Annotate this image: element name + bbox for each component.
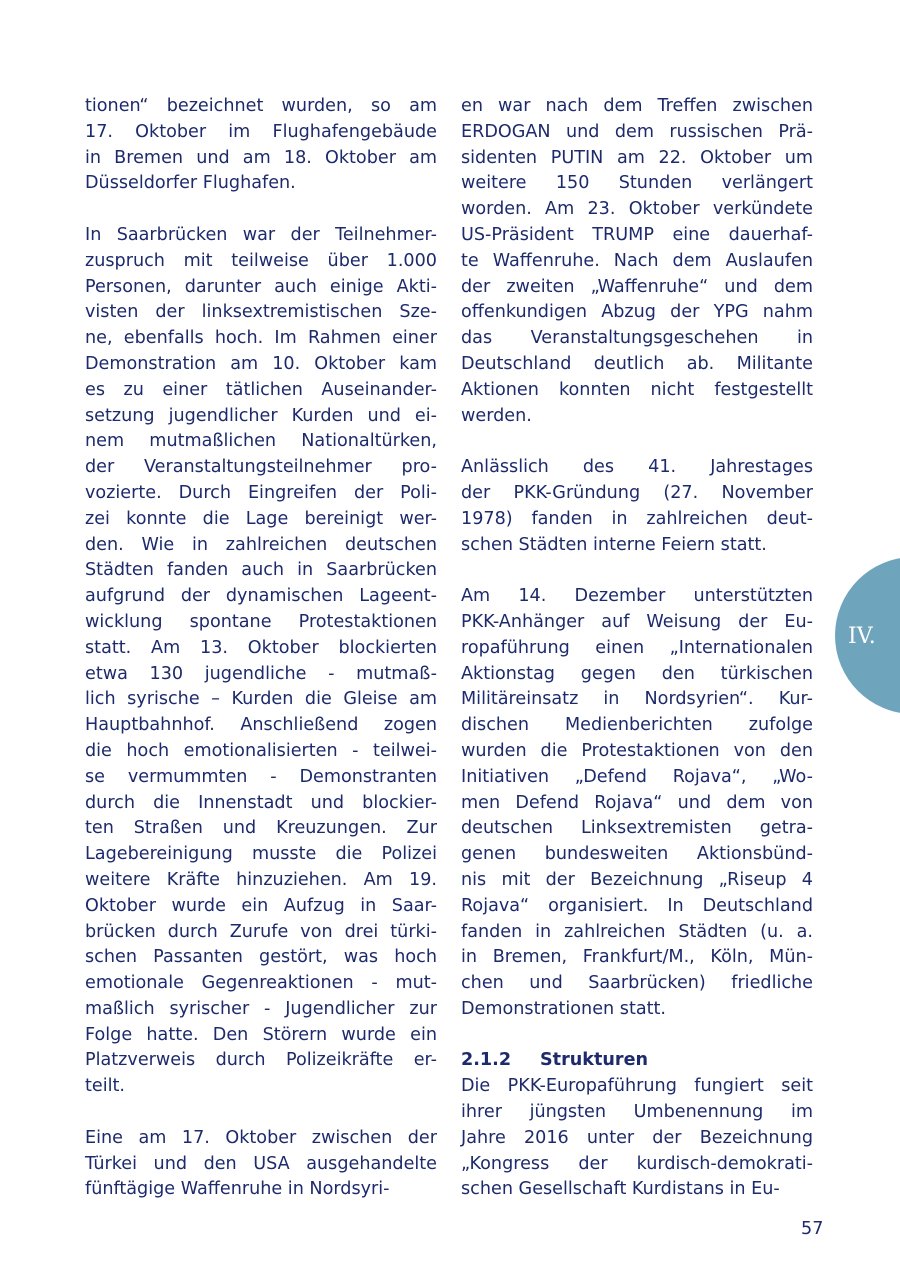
text-line: brücken durch Zurufe von drei türki- xyxy=(85,921,437,942)
text-line: 17. Oktober im Flughafengebäude xyxy=(85,121,437,142)
text-line: weitere 150 Stunden verlängert xyxy=(461,173,813,194)
text-line: durch die Innenstadt und blockier- xyxy=(85,792,437,813)
text-line: ERDOGAN und dem russischen Prä- xyxy=(461,121,813,142)
section-title: Strukturen xyxy=(540,1050,649,1071)
text-line: tionen“ bezeichnet wurden, so am xyxy=(85,96,437,116)
text-line: Deutschland deutlich ab. Militante xyxy=(461,353,813,374)
text-line: setzung jugendlicher Kurden und ei- xyxy=(85,405,437,426)
text-line: statt. Am 13. Oktober blockierten xyxy=(85,637,437,658)
paragraph xyxy=(461,584,813,1023)
text-line: Türkei und den USA ausgehandelte xyxy=(85,1153,437,1174)
text-line: lich syrische – Kurden die Gleise am xyxy=(85,689,437,710)
text-line: visten der linksextremistischen Sze- xyxy=(85,302,437,323)
text-line: ihrer jüngsten Umbenennung im xyxy=(461,1102,813,1123)
text-line: nis mit der Bezeichnung „Riseup 4 xyxy=(461,869,813,890)
text-line: se vermummten - Demonstranten xyxy=(85,766,437,787)
left-column xyxy=(85,94,437,1229)
text-line: Jahre 2016 unter der Bezeichnung xyxy=(461,1127,813,1148)
text-line: wurden die Protestaktionen von den xyxy=(461,740,813,761)
text-line: US-Präsident TRUMP eine dauerhaf- xyxy=(461,224,813,245)
text-line: Die PKK-Europaführung fungiert seit xyxy=(461,1076,813,1097)
text-line: Oktober wurde ein Aufzug in Saar- xyxy=(85,895,437,916)
text-line: Rojava“ organisiert. In Deutschland xyxy=(461,895,813,916)
text-line: zuspruch mit teilweise über 1.000 xyxy=(85,250,437,271)
text-line: deutschen Linksextremisten getra- xyxy=(461,818,813,839)
text-line: Städten fanden auch in Saarbrücken xyxy=(85,560,437,581)
text-line: es zu einer tätlichen Auseinander- xyxy=(85,379,437,400)
paragraph xyxy=(85,223,437,1100)
text-line: „Kongress der kurdisch-demokrati- xyxy=(461,1153,813,1174)
text-line: der PKK-Gründung (27. November xyxy=(461,482,813,503)
text-line: genen bundesweiten Aktionsbünd- xyxy=(461,844,813,865)
text-line: zei konnte die Lage bereinigt wer- xyxy=(85,508,437,529)
text-line: Aktionstag gegen den türkischen xyxy=(461,663,813,684)
text-line: die hoch emotionalisierten - teilwei- xyxy=(85,740,437,761)
text-line: nem mutmaßlichen Nationaltürken, xyxy=(85,431,437,452)
text-line: dischen Medienberichten zufolge xyxy=(461,715,813,736)
text-line: Aktionen konnten nicht festgestellt xyxy=(461,379,813,400)
paragraph xyxy=(461,1074,813,1203)
text-line: chen und Saarbrücken) friedliche xyxy=(461,973,813,994)
text-line: ten Straßen und Kreuzungen. Zur xyxy=(85,818,437,839)
text-line: Initiativen „Defend Rojava“, „Wo- xyxy=(461,766,813,787)
text-line: fünftägige Waffenruhe in Nordsyri- xyxy=(85,1179,390,1200)
text-line: emotionale Gegenreaktionen - mut- xyxy=(85,973,437,994)
text-line: Demonstrationen statt. xyxy=(461,998,667,1019)
text-line: der zweiten „Waffenruhe“ und dem xyxy=(461,276,813,297)
text-line: In Saarbrücken war der Teilnehmer- xyxy=(85,224,437,245)
text-line: Demonstration am 10. Oktober kam xyxy=(85,353,437,374)
text-line: Personen, darunter auch einige Akti- xyxy=(85,276,437,297)
section-number: 2.1.2 xyxy=(461,1050,512,1071)
text-line: maßlich syrischer - Jugendlicher zur xyxy=(85,998,437,1019)
text-line: Platzverweis durch Polizeikräfte er- xyxy=(85,1050,437,1071)
text-line: Folge hatte. Den Störern wurde ein xyxy=(85,1024,437,1045)
text-line: schen Gesellschaft Kurdistans in Eu- xyxy=(461,1179,780,1200)
text-line: schen Städten interne Feiern statt. xyxy=(461,534,767,555)
chapter-tab-label: IV. xyxy=(848,624,876,649)
text-line: Düsseldorfer Flughafen. xyxy=(85,173,296,194)
text-line: men Defend Rojava“ und dem von xyxy=(461,792,813,813)
text-line: aufgrund der dynamischen Lageent- xyxy=(85,586,437,607)
text-line: Hauptbahnhof. Anschließend zogen xyxy=(85,715,437,736)
text-line: wicklung spontane Protestaktionen xyxy=(85,611,437,632)
paragraph xyxy=(85,94,437,197)
text-line: ropaführung einen „Internationalen xyxy=(461,637,813,658)
text-line: ne, ebenfalls hoch. Im Rahmen einer xyxy=(85,328,437,349)
text-line: 1978) fanden in zahlreichen deut- xyxy=(461,508,813,529)
text-line: worden. Am 23. Oktober verkündete xyxy=(461,199,813,220)
text-line: Lagebereinigung musste die Polizei xyxy=(85,844,437,865)
text-line: teilt. xyxy=(85,1076,125,1097)
text-line: te Waffenruhe. Nach dem Auslaufen xyxy=(461,250,813,271)
text-line: vozierte. Durch Eingreifen der Poli- xyxy=(85,482,437,503)
text-line: werden. xyxy=(461,405,532,426)
text-line: das Veranstaltungsgeschehen in xyxy=(461,328,813,349)
text-line: offenkundigen Abzug der YPG nahm xyxy=(461,302,813,323)
text-line: etwa 130 jugendliche - mutmaß- xyxy=(85,663,437,684)
text-line: in Bremen, Frankfurt/M., Köln, Mün- xyxy=(461,947,813,968)
right-column xyxy=(461,94,813,1229)
paragraph xyxy=(85,1126,437,1203)
text-line: weitere Kräfte hinzuziehen. Am 19. xyxy=(85,869,437,890)
text-line: Eine am 17. Oktober zwischen der xyxy=(85,1127,437,1148)
text-line: in Bremen und am 18. Oktober am xyxy=(85,147,437,168)
paragraph xyxy=(461,455,813,558)
text-line: den. Wie in zahlreichen deutschen xyxy=(85,534,437,555)
text-line: Am 14. Dezember unterstützten xyxy=(461,586,813,607)
page-number: 57 xyxy=(801,1219,824,1239)
text-line: schen Passanten gestört, was hoch xyxy=(85,947,437,968)
text-line: Anlässlich des 41. Jahrestages xyxy=(461,457,813,478)
section-heading xyxy=(461,1048,813,1074)
text-line: sidenten PUTIN am 22. Oktober um xyxy=(461,147,813,168)
text-line: fanden in zahlreichen Städten (u. a. xyxy=(461,921,813,942)
text-line: PKK-Anhänger auf Weisung der Eu- xyxy=(461,611,813,632)
text-line: Militäreinsatz in Nordsyrien“. Kur- xyxy=(461,689,813,710)
paragraph xyxy=(461,94,813,429)
text-line: en war nach dem Treffen zwischen xyxy=(461,96,813,116)
text-line: der Veranstaltungsteilnehmer pro- xyxy=(85,457,437,478)
